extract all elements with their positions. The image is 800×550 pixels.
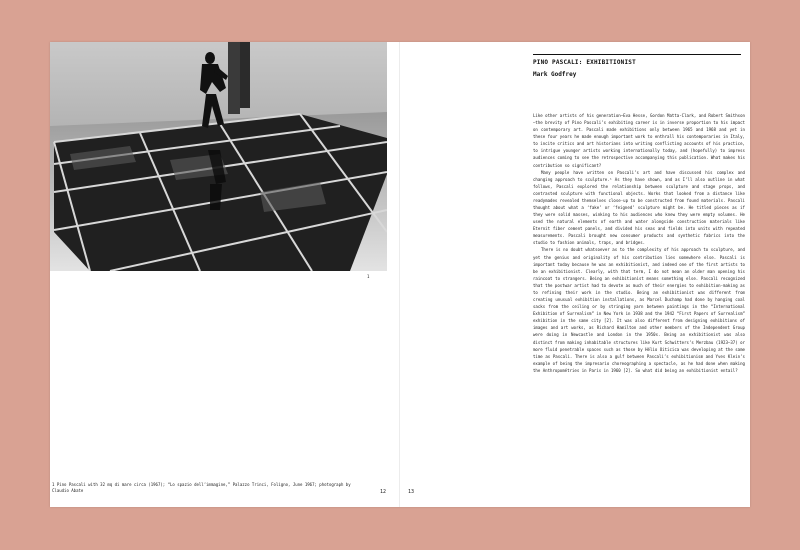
book-spread [50,42,750,507]
paragraph: There is no doubt whatsoever as to the complexity of his approach to sculpture, and yet the genius and originality of his contribution lies somewhere else. Pascali is important today because he was an exhibitionist, and indeed one of the first artists to be an exhibitionist. Clearly, with that term, I do not mean an older man opening his raincoat to strangers. Being an exhibitionist means something else. Pascali recognized that the postwar artist had to devote as much of their energies to exhibition-making as to refining their work in the studio. Being an exhibitionist was different from creating unusual exhibition installations, as Marcel Duchamp had done by hanging coal sacks from the ceiling or by stringing yarn between paintings in the “International Exhibition of Surrealism” in New York in 1938 and the 1942 “First Papers of Surrealism” exhibition in the same city [2]. It was also different from designing exhibitions of images and art works, as Richard Hamilton and other members of the Independent Group were doing in Newcastle and London in the 1950s. Being an exhibitionist was also distinct from making inhabitable structures like Kurt Schwitters’s Merzbau (1923–37) or more fluid penetrable spaces such as those by Hélio Oiticica was developing at the same time as Pascali. There is also a gulf between Pascali’s exhibitionism and Yves Klein’s example of being the impresario choreographing a spectacle, as he had done when making the Anthropométries in Paris in 1960 [2]. So what did being an exhibitionist entail? [533,247,745,373]
page-number-right: 13 [408,489,415,495]
left-page [50,42,400,507]
figure-number: 1 [367,274,370,279]
exhibition-photograph [50,42,387,271]
right-page [400,42,750,507]
title-rule [533,54,741,55]
page-number-left: 12 [380,489,387,495]
article-body [533,112,745,374]
paragraph: Many people have written on Pascali’s art and have discussed his complex and changing approach to sculpture.¹ As they have shown, and as I’ll also outline in what follows, Pascali explored the relationship between sculpture and stage props, and contrasted sculpture with functional objects. Works that looked from a distance like readymades revealed themselves close-up to be constructed from found materials. Pascali thought about what a ‘fake’ or ‘feigned’ sculpture might be. He titled pieces as if they were solid masses, winking to his audiences who knew they were empty volumes. He used the natural elements of earth and water alongside construction materials like Eternit fiber cement panels, and divided his seas and fields into units with repeated measurements. Pascali brought new consumer products and synthetic fabrics into the studio to fashion animals, traps, and bridges. [533,169,745,246]
article-title: PINO PASCALI: EXHIBITIONIST [533,59,636,66]
figure-caption: 1 Pino Pascali with 32 mq di mare circa (1967); “Lo spazio dell’immagine,” Palazzo Trinci, Foligno, June 1967; photograph by Claudio Abate [52,482,351,493]
paragraph: Like other artists of his generation—Eva Hesse, Gordon Matta-Clark, and Robert Smithson—the brevity of Pino Pascali’s exhibiting career is in inverse proportion to his impact on contemporary art. Pascali made exhibitions only between 1965 and 1968 and yet in these four years he made enough important work to enthrall his contemporaries in Italy, to incite critics and art historians into writing conflicting accounts of his practice, to intrigue younger artists working internationally today, and (hopefully) to impress audiences coming to see the retrospective accompanying this publication. What makes his contribution so significant? [533,113,745,168]
article-author: Mark Godfrey [533,71,577,78]
photograph-illustration [50,42,387,271]
